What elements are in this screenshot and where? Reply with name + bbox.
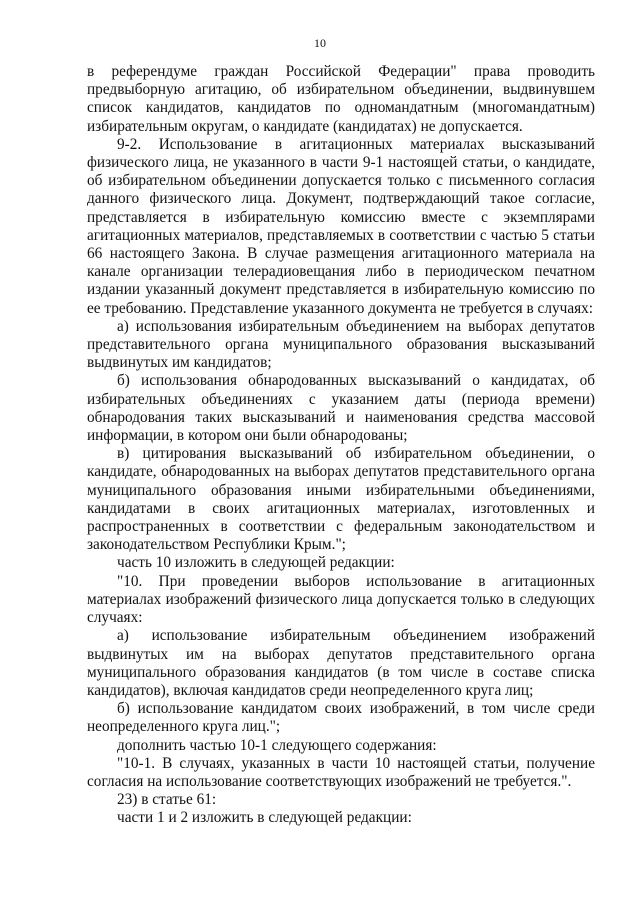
paragraph-parts-1-2-instruction: части 1 и 2 изложить в следующей редакции:: [117, 809, 412, 827]
paragraph-9-2: 9-2. Использование в агитационных материалах высказываний физического лица, не указанного в части 9-1 настоящей статьи, о кандидате, об избирательном объединении допускается только с письменного согласия данного физического лица. Документ, подтверждающий такое согласие, представляется в избирательную комиссию вместе с экземплярами агитационных материалов, представляемых в соответствии с частью 5 статьи 66 настоящего Закона. В случае размещения агитационного материала на канале организации телерадиовещания либо в периодическом печатном издании указанный документ представляется в избирательную комиссию по ее требованию. Представление указанного документа не требуется в случаях:: [87, 135, 595, 317]
paragraph-part-10-instruction: часть 10 изложить в следующей редакции:: [117, 554, 395, 572]
paragraph-item-a-statements: а) использования избирательным объединением на выборах депутатов представительного органа муниципального образования высказываний выдвинутых им кандидатов;: [87, 317, 595, 372]
paragraph-part-10-1-instruction: дополнить частью 10-1 следующего содержания:: [117, 736, 437, 754]
document-body: [87, 63, 595, 828]
page-number: 10: [314, 36, 326, 50]
paragraph-part-10: "10. При проведении выборов использование в агитационных материалах изображений физического лица допускается только в следующих случаях:: [87, 572, 595, 627]
paragraph-item-b-statements: б) использования обнародованных высказываний о кандидатах, об избирательных объединениях с указанием даты (периода времени) обнародования таких высказываний и наименования средства массовой информации, в котором они были обнародованы;: [87, 372, 595, 445]
paragraph-item-b-images: б) использование кандидатом своих изображений, в том числе среди неопределенного круга лиц.";: [87, 700, 595, 736]
paragraph-item-a-images: а) использование избирательным объединением изображений выдвинутых им на выборах депутатов представительного органа муниципального образования кандидатов (в том числе в составе списка кандидатов), включая кандидатов среди неопределенного круга лиц;: [87, 627, 595, 699]
paragraph-part-10-1: "10-1. В случаях, указанных в части 10 настоящей статьи, получение согласия на использование соответствующих изображений не требуется.".: [87, 754, 595, 790]
paragraph-item-v-citations: в) цитирования высказываний об избирательном объединении, о кандидате, обнародованных на выборах депутатов представительного органа муниципального образования иными избирательными объединениями, кандидатами в своих агитационных материалах, изготовленных и распространенных в соответствии с федеральным законодательством и законодательством Республики Крым.";: [87, 445, 595, 554]
paragraph-item-23: 23) в статье 61:: [117, 791, 217, 809]
paragraph-referendum-continuation: в референдуме граждан Российской Федерации" права проводить предвыборную агитацию, об избирательном объединении, выдвинувшем список кандидатов, кандидатов по одномандатным (многомандатным) избирательным округам, о кандидате (кандидатах) не допускается.: [87, 63, 595, 135]
